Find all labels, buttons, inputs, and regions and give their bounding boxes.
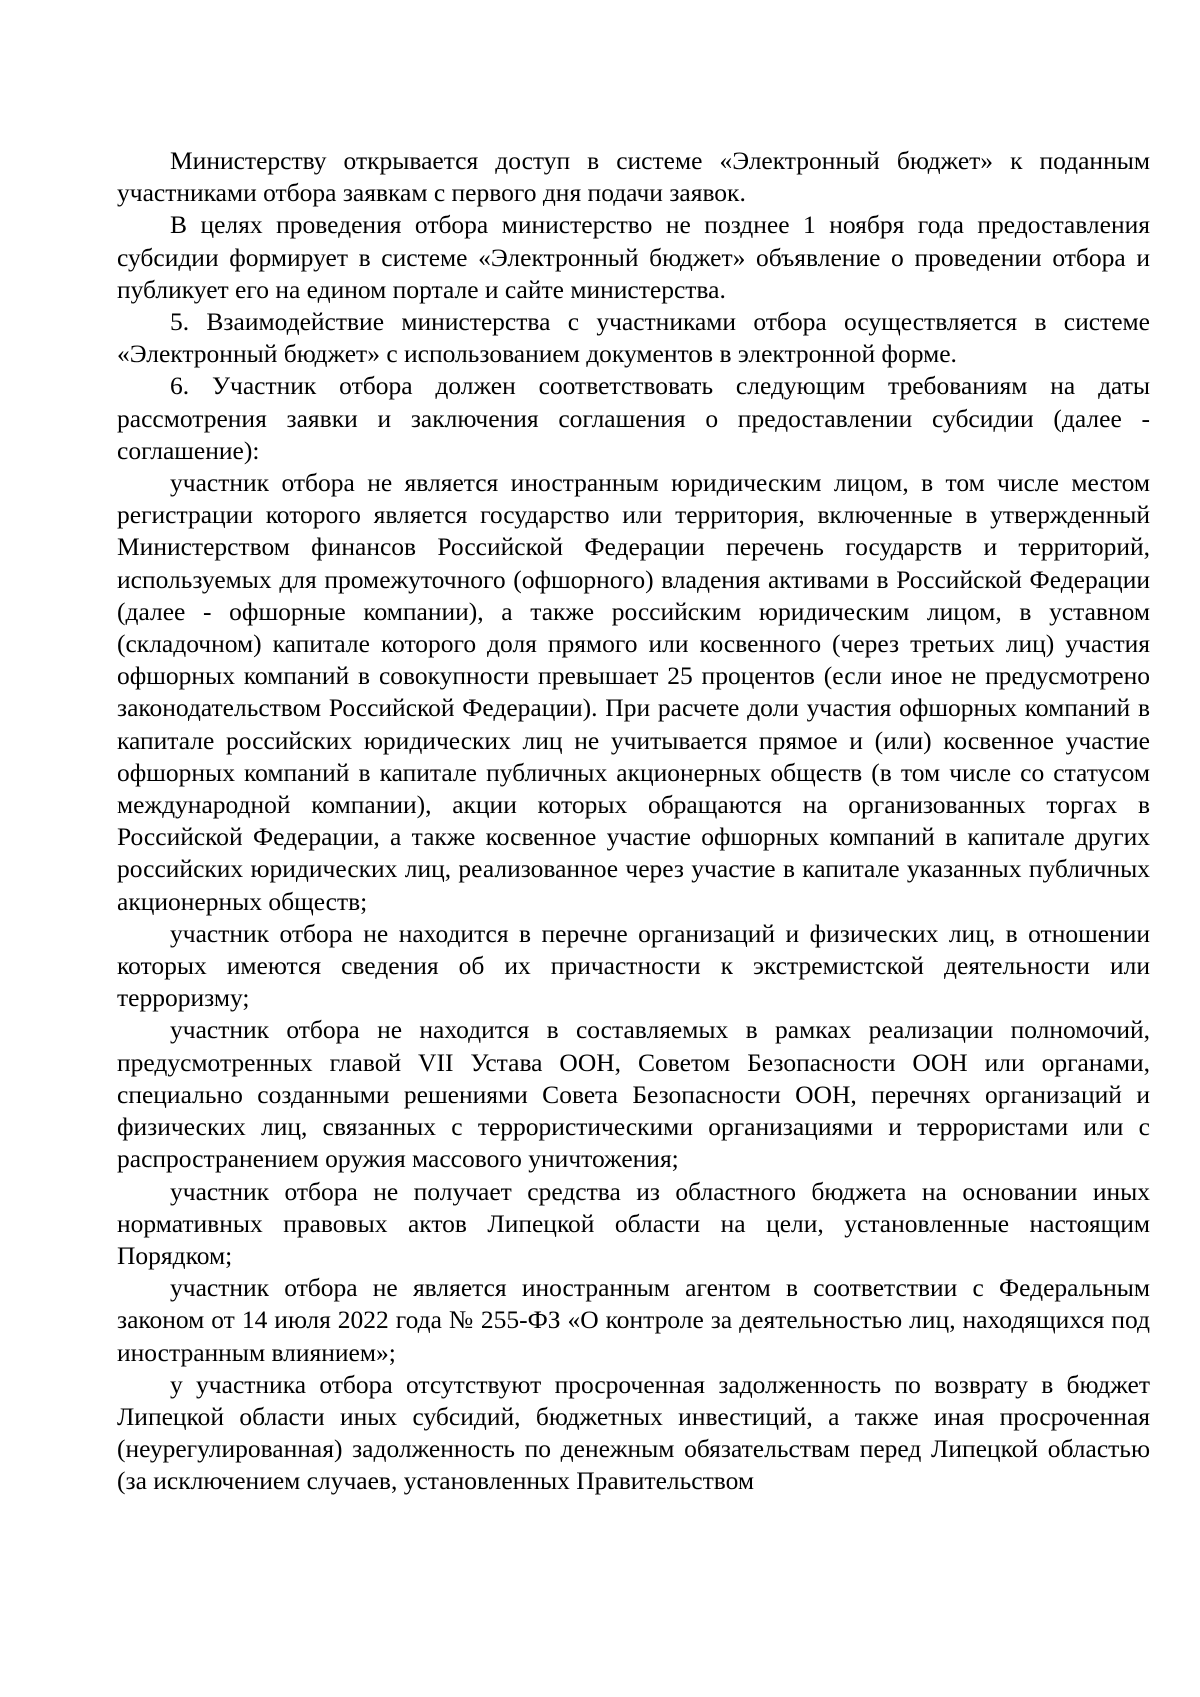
paragraph-item-5: 5. Взаимодействие министерства с участниками отбора осуществляется в системе «Электронный бюджет» с использованием документов в электронной форме. [117,307,1150,369]
paragraph-un-lists-requirement: участник отбора не находится в составляемых в рамках реализации полномочий, предусмотренных главой VII Устава ООН, Советом Безопасности ООН или органами, специально созданными решениями Совета Безопасности ООН, перечнях организаций и физических лиц, связанных с террористическими организациями и террористами или с распространением оружия массового уничтожения; [117,1015,1150,1174]
document-body [117,145,1150,1498]
paragraph-item-6: 6. Участник отбора должен соответствовать следующим требованиям на даты рассмотрения заявки и заключения соглашения о предоставлении субсидии (далее - соглашение): [117,371,1150,465]
paragraph-selection-announcement: В целях проведения отбора министерство не позднее 1 ноября года предоставления субсидии формирует в системе «Электронный бюджет» объявление о проведении отбора и публикует его на едином портале и сайте министерства. [117,210,1150,304]
paragraph-offshore-requirement: участник отбора не является иностранным юридическим лицом, в том числе местом регистрации которого является государство или территория, включенные в утвержденный Министерством финансов Российской Федерации перечень государств и территорий, используемых для промежуточного (офшорного) владения активами в Российской Федерации (далее - офшорные компании), а также российским юридическим лицом, в уставном (складочном) капитале которого доля прямого или косвенного (через третьих лиц) участия офшорных компаний в совокупности превышает 25 процентов (если иное не предусмотрено законодательством Российской Федерации). При расчете доли участия офшорных компаний в капитале российских юридических лиц не учитывается прямое и (или) косвенное участие офшорных компаний в капитале публичных акционерных обществ (в том числе со статусом международной компании), акции которых обращаются на организованных торгах в Российской Федерации, а также косвенное участие офшорных компаний в капитале других российских юридических лиц, реализованное через участие в капитале указанных публичных акционерных обществ; [117,468,1150,916]
paragraph-ministry-access: Министерству открывается доступ в системе «Электронный бюджет» к поданным участниками отбора заявкам с первого дня подачи заявок. [117,146,1150,208]
paragraph-regional-budget-requirement: участник отбора не получает средства из областного бюджета на основании иных нормативных правовых актов Липецкой области на цели, установленные настоящим Порядком; [117,1176,1150,1270]
paragraph-debt-requirement: у участника отбора отсутствуют просроченная задолженность по возврату в бюджет Липецкой области иных субсидий, бюджетных инвестиций, а также иная просроченная (неурегулированная) задолженность по денежным обязательствам перед Липецкой областью (за исключением случаев, установленных Правительством [117,1369,1150,1496]
paragraph-foreign-agent-requirement: участник отбора не является иностранным агентом в соответствии с Федеральным законом от 14 июля 2022 года № 255-ФЗ «О контроле за деятельностью лиц, находящихся под иностранным влиянием»; [117,1273,1150,1367]
paragraph-extremism-requirement: участник отбора не находится в перечне организаций и физических лиц, в отношении которых имеются сведения об их причастности к экстремистской деятельности или терроризму; [117,918,1150,1013]
